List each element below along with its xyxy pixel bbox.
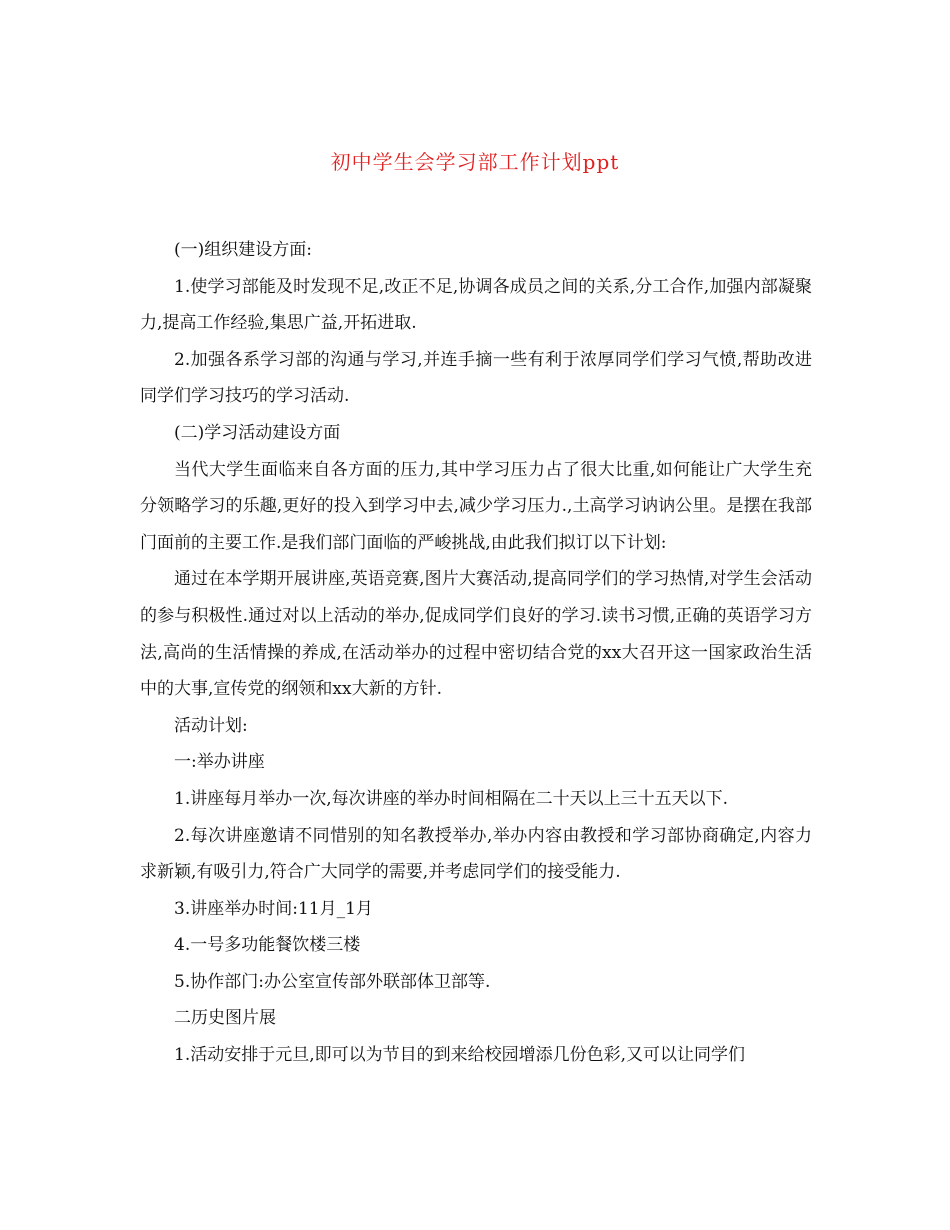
list-item: 4.一号多功能餐饮楼三楼 bbox=[174, 935, 361, 956]
paragraph: 2.加强各系学习部的沟通与学习,并连手摘一些有利于浓厚同学们学习气愤,帮助改进同学们学习技巧的学习活动. bbox=[140, 349, 812, 407]
section-heading: 活动计划: bbox=[174, 715, 248, 736]
paragraph: 当代大学生面临来自各方面的压力,其中学习压力占了很大比重,如何能让广大学生充分领略学习的乐趣,更好的投入到学习中去,减少学习压力.,土高学习讷讷公里。是摆在我部门面前的主要工作.是我们部门面临的严峻挑战,由此我们拟订以下计划: bbox=[140, 459, 812, 553]
document-body bbox=[140, 232, 812, 1074]
section-heading: (一)组织建设方面: bbox=[174, 240, 312, 260]
paragraph: 1.使学习部能及时发现不足,改正不足,协调各成员之间的关系,分工合作,加强内部凝聚力,提高工作经验,集思广益,开拓进取. bbox=[140, 276, 812, 334]
list-item: 2.每次讲座邀请不同惜别的知名教授举办,举办内容由教授和学习部协商确定,内容力求新颖,有吸引力,符合广大同学的需要,并考虑同学们的接受能力. bbox=[140, 825, 812, 883]
section-heading: (二)学习活动建设方面 bbox=[174, 422, 341, 443]
paragraph: 通过在本学期开展讲座,英语竞赛,图片大赛活动,提高同学们的学习热情,对学生会活动的参与积极性.通过对以上活动的举办,促成同学们良好的学习.读书习惯,正确的英语学习方法,高尚的生活情操的养成,在活动举办的过程中密切结合党的xx大召开这一国家政治生活中的大事,宣传党的纲领和xx大新的方针. bbox=[140, 569, 812, 700]
list-item: 1.活动安排于元旦,即可以为节目的到来给校园增添几份色彩,又可以让同学们 bbox=[174, 1045, 746, 1066]
list-item: 3.讲座举办时间:11月_1月 bbox=[174, 898, 373, 919]
list-item: 1.讲座每月举办一次,每次讲座的举办时间相隔在二十天以上三十五天以下. bbox=[174, 788, 729, 809]
section-heading: 二历史图片展 bbox=[174, 1008, 276, 1029]
section-heading: 一:举办讲座 bbox=[174, 752, 265, 773]
document-title: 初中学生会学习部工作计划ppt bbox=[330, 150, 620, 174]
list-item: 5.协作部门:办公室宣传部外联部体卫部等. bbox=[174, 971, 491, 992]
